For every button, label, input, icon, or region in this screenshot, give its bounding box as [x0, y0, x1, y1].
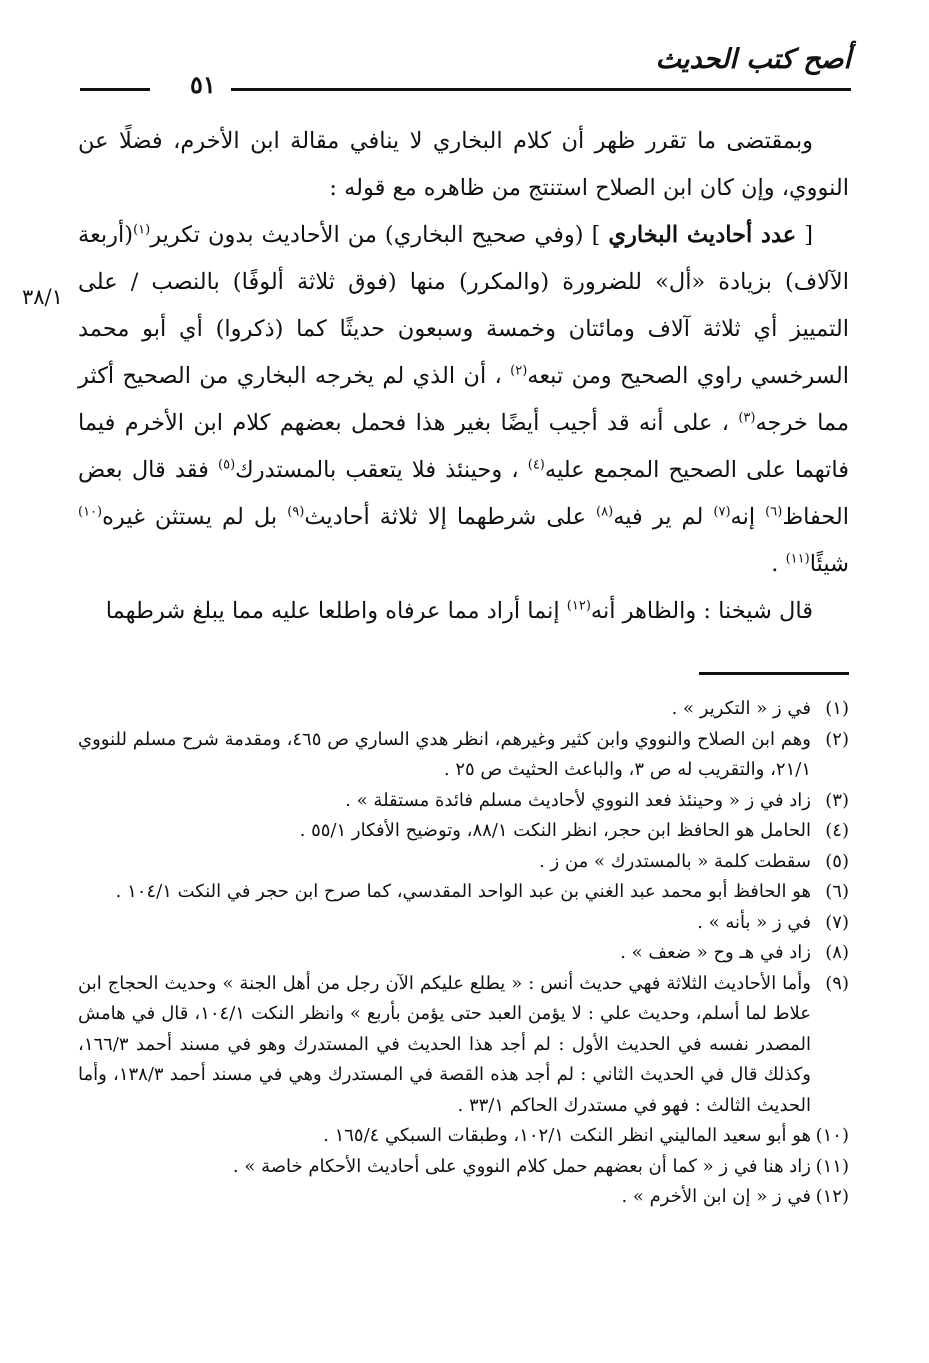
- page-number-dash: [80, 88, 150, 91]
- footnote-marker: (٥): [218, 457, 236, 473]
- footnote-number: (٤): [825, 820, 849, 841]
- footnote-marker: (٣): [738, 410, 756, 426]
- paragraph-text: فقد قال بعض الحفاظ: [78, 457, 849, 530]
- footnote-marker: (٨): [596, 504, 614, 520]
- footnote-number: (٨): [825, 942, 849, 963]
- footnote-marker: (٩): [287, 504, 305, 520]
- footnote-item: [78, 969, 849, 1122]
- footnote-number: (٦): [825, 881, 849, 902]
- paragraph-text: إنما أراد مما عرفاه واطلعا عليه مما يبلغ شرطهما: [105, 598, 567, 624]
- footnote-marker: (١٠): [78, 504, 103, 520]
- paragraph-text: ، أن الذي لم يخرجه البخاري من الصحيح أكثر مما خرجه: [78, 363, 849, 436]
- footnote-text: في ز « التكرير » .: [671, 698, 811, 719]
- paragraph-text: إنه: [730, 504, 766, 530]
- footnote-item: [78, 1121, 849, 1152]
- footnote-text: هو الحافظ أبو محمد عبد الغني بن عبد الواحد المقدسي، كما صرح ابن حجر في النكت ١٠٤/١ .: [115, 881, 811, 902]
- page-number: ٥١: [180, 70, 226, 99]
- footnote-item: [78, 816, 849, 847]
- footnote-text: زاد هنا في ز « كما أن بعضهم حمل كلام النووي على أحاديث الأحكام خاصة » .: [232, 1155, 811, 1177]
- paragraph-text: قال شيخنا : والظاهر أنه: [590, 598, 813, 624]
- page-header: [80, 30, 851, 100]
- paragraph-text: (وفي صحيح البخاري) من الأحاديث بدون تكرير: [150, 222, 592, 248]
- section-heading: عدد أحاديث البخاري: [608, 222, 797, 248]
- footnote-item: [78, 908, 849, 939]
- header-rule: [231, 88, 851, 91]
- paragraph-3: [78, 588, 849, 635]
- footnote-item: [78, 847, 849, 878]
- footnote-text: في ز « إن ابن الأخرم » .: [621, 1186, 811, 1207]
- footnote-text: سقطت كلمة « بالمستدرك » من ز .: [539, 850, 811, 872]
- footnote-text: وهم ابن الصلاح والنووي وابن كثير وغيرهم، انظر هدي الساري ص ٤٦٥، ومقدمة شرح مسلم للنووي ٢١/١، والتقريب له ص ٣، والباعث الحثيث ص ٢٥ .: [78, 728, 811, 780]
- footnote-number: (١٢): [815, 1186, 849, 1207]
- footnotes-list: [78, 694, 849, 1213]
- footnote-number: (٥): [825, 850, 849, 872]
- heading-bracket-open: [: [796, 222, 813, 248]
- footnote-text: هو أبو سعيد الماليني انظر النكت ١٠٢/١، وطبقات السبكي ١٦٥/٤ .: [323, 1125, 811, 1146]
- paragraph-text: ، وحينئذ فلا يتعقب بالمستدرك: [235, 457, 528, 483]
- paragraph-text: ، على أنه قد أجيب أيضًا بغير هذا فحمل بعضهم كلام ابن الأخرم فيما فاتهما على الصحيح المجمع عليه: [78, 410, 849, 483]
- footnote-text: في ز « بأنه » .: [697, 911, 811, 933]
- footnote-item: [78, 877, 849, 908]
- footnote-number: (٣): [825, 789, 849, 811]
- footnote-marker: (١): [133, 222, 151, 238]
- footnote-marker: (١٢): [566, 598, 591, 614]
- footnote-item: [78, 1152, 849, 1183]
- footnote-marker: (١١): [785, 551, 810, 567]
- footnote-marker: (٦): [765, 504, 783, 520]
- paragraph-text: لم ير فيه: [613, 504, 714, 530]
- footnote-text: زاد في ز « وحينئذ فعد النووي لأحاديث مسلم فائدة مستقلة » .: [345, 789, 811, 811]
- footnote-separator: [699, 672, 849, 675]
- footnote-marker: (٤): [527, 457, 545, 473]
- footnote-text: زاد في هـ وح « ضعف » .: [620, 942, 811, 963]
- margin-reference: ٣٨/١: [22, 285, 63, 309]
- main-text: [78, 118, 849, 635]
- footnote-text: الحامل هو الحافظ ابن حجر، انظر النكت ٨٨/١، وتوضيح الأفكار ٥٥/١ .: [299, 820, 811, 841]
- paragraph-text: .: [771, 551, 786, 577]
- paragraph-text: بل لم يستثن غيره: [102, 504, 288, 530]
- running-title: أصح كتب الحديث: [655, 44, 851, 75]
- footnote-item: [78, 938, 849, 969]
- paragraph-text: شيئًا: [809, 551, 849, 577]
- footnote-number: (١٠): [815, 1125, 849, 1146]
- footnote-item: [78, 725, 849, 786]
- footnote-marker: (٢): [510, 363, 528, 379]
- footnote-marker: (٧): [713, 504, 731, 520]
- footnote-number: (٩): [825, 972, 849, 994]
- footnote-number: (٧): [825, 911, 849, 933]
- footnote-item: [78, 694, 849, 725]
- footnote-number: (١١): [815, 1155, 849, 1177]
- footnote-item: [78, 786, 849, 817]
- heading-bracket-close: ]: [591, 222, 609, 248]
- paragraph-text: (أربعة الآلاف) بزيادة «أل» للضرورة (والمكرر) منها (فوق ثلاثة ألوفًا) بالنصب / على التمييز أي ثلاثة آلاف ومائتان وخمسة وسبعون حديثًا كما (ذكروا) أي أبو محمد السرخسي راوي الصحيح ومن تبعه: [78, 222, 849, 389]
- footnote-item: [78, 1182, 849, 1213]
- footnote-text: وأما الأحاديث الثلاثة فهي حديث أنس : « يطلع عليكم الآن رجل من أهل الجنة » وحديث الحجاج ابن علاط لما أسلم، وحديث علي : لا يؤمن العبد حتى يؤمن بأربع » وانظر النكت ١٠٤/١، قال في هامش المصدر نفسه في الحديث الأول : لم أجد هذا الحديث في المستدرك وهو في مسند أحمد ١٦٦/٣، وكذلك قال في الحديث الثاني : لم أجد هذه القصة في المستدرك وهي في مسند أحمد ١٣٨/٣، وأما الحديث الثالث : فهو في مستدرك الحاكم ٣٣/١ .: [78, 972, 812, 1116]
- paragraph-1: وبمقتضى ما تقرر ظهر أن كلام البخاري لا ينافي مقالة ابن الأخرم، فضلًا عن النووي، وإن كان ابن الصلاح استنتج من ظاهره مع قوله :: [78, 128, 849, 201]
- paragraph-2: [78, 212, 849, 588]
- paragraph-text: على شرطهما إلا ثلاثة أحاديث: [304, 504, 597, 530]
- footnote-number: (١): [825, 698, 849, 719]
- footnote-number: (٢): [825, 728, 849, 750]
